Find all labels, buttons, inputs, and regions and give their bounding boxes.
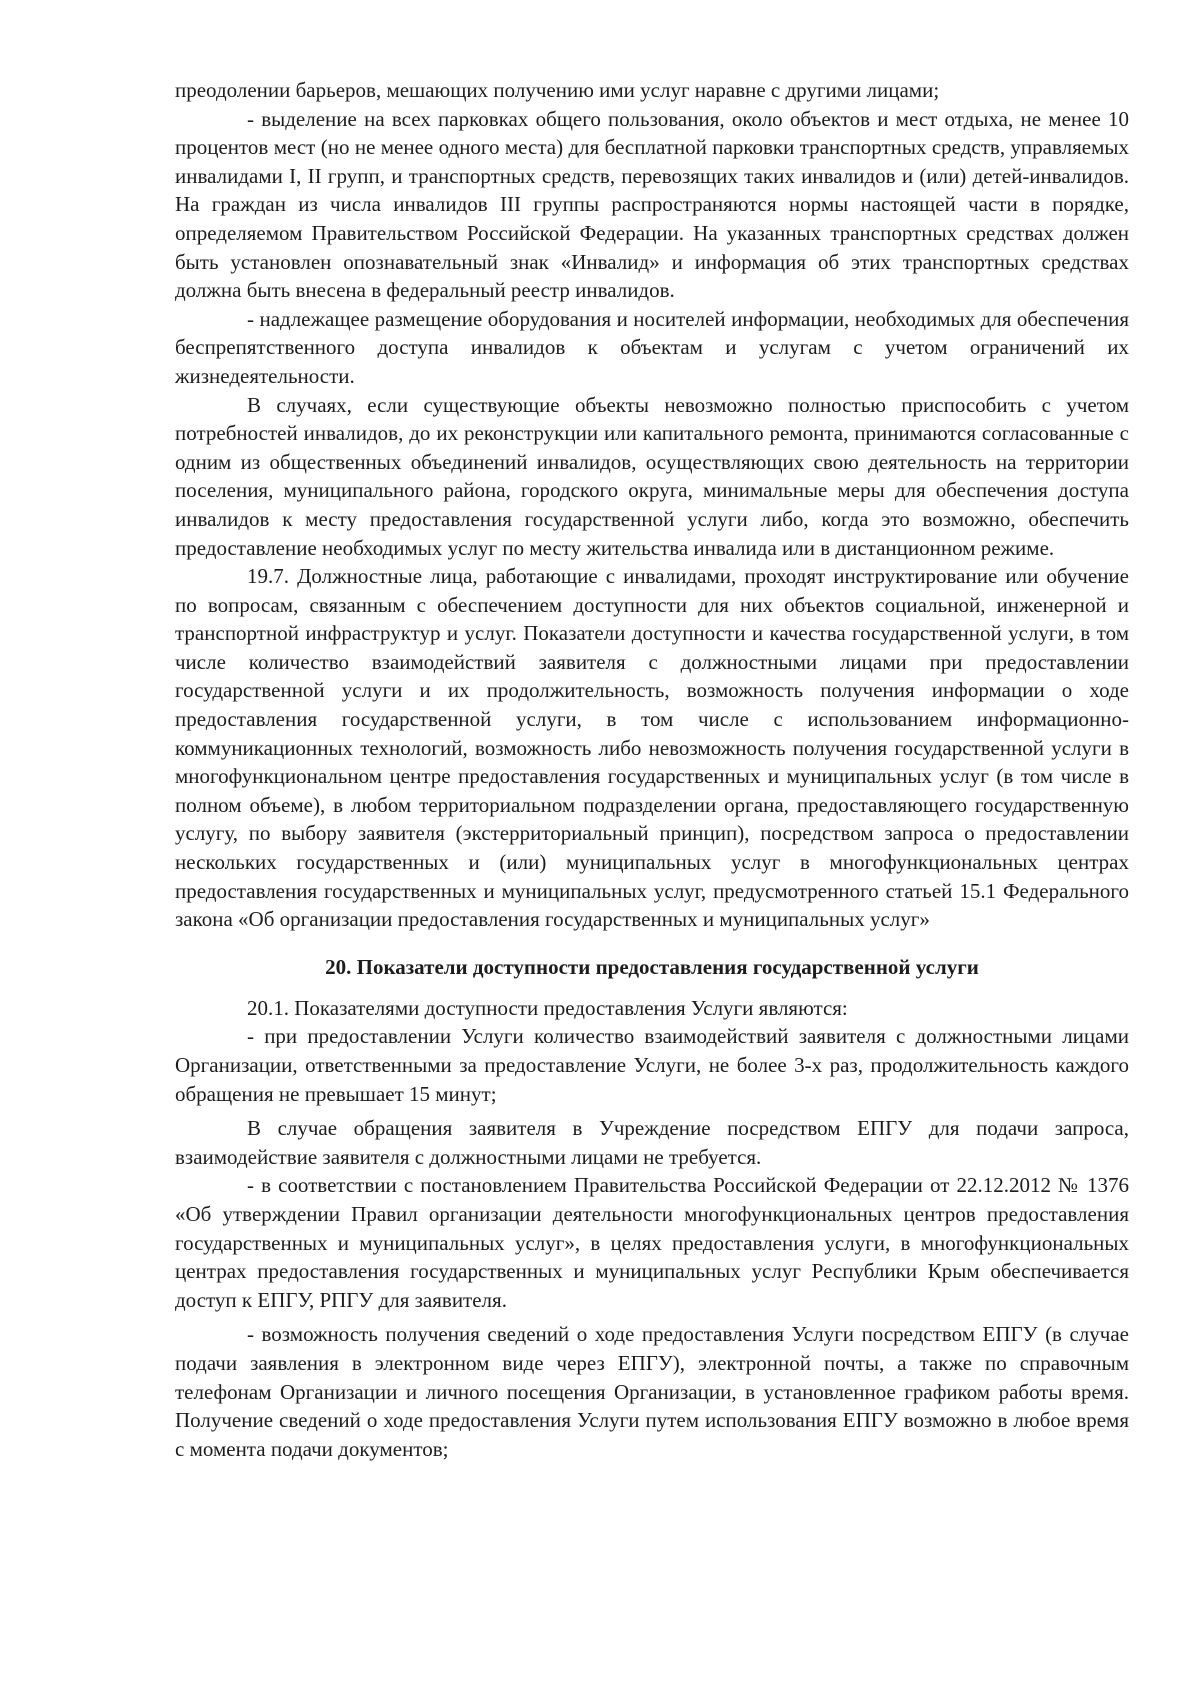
paragraph-government-decree: - в соответствии с постановлением Правительства Российской Федерации от 22.12.2012 № 1376 «Об утверждении Правил организации деятельности многофункциональных центров предоставления государственных и муниципальных услуг», в целях предоставления услуги, в многофункциональных центрах предоставления государственных и муниципальных услуг Республики Крым обеспечивается доступ к ЕПГУ, РПГУ для заявителя. — [175, 1173, 1129, 1312]
paragraph-epgu-request: В случае обращения заявителя в Учреждение посредством ЕПГУ для подачи запроса, взаимодействие заявителя с должностными лицами не требуется. — [175, 1116, 1129, 1169]
document-body — [175, 76, 1129, 1463]
paragraph-19-7: 19.7. Должностные лица, работающие с инвалидами, проходят инструктирование или обучение по вопросам, связанным с обеспечением доступности для них объектов социальной, инженерной и транспортной инфраструктур и услуг. Показатели доступности и качества государственной услуги, в том числе количество взаимодействий заявителя с должностными лицами при предоставлении государственной услуги и их продолжительность, возможность получения информации о ходе предоставления государственной услуги, в том числе с использованием информационно- коммуникационных технологий, возможность либо невозможность получения государственной услуги в многофункциональном центре предоставления государственных и муниципальных услуг (в том числе в полном объеме), в любом территориальном подразделении органа, предоставляющего государственную услугу, по выбору заявителя (экстерриториальный принцип), посредством запроса о предоставлении нескольких государственных и (или) муниципальных услуг в многофункциональных центрах предоставления государственных и муниципальных услуг, предусмотренного статьей 15.1 Федерального закона «Об организации предоставления государственных и муниципальных услуг» — [175, 564, 1129, 932]
paragraph-interactions-count: - при предоставлении Услуги количество взаимодействий заявителя с должностными лицами Организации, ответственными за предоставление Услуги, не более 3-х раз, продолжительность каждого обращения не превышает 15 минут; — [175, 1024, 1129, 1106]
section-heading-20: 20. Показатели доступности предоставления государственной услуги — [325, 954, 979, 979]
paragraph-parking: - выделение на всех парковках общего пользования, около объектов и мест отдыха, не менее 10 процентов мест (но не менее одного места) для бесплатной парковки транспортных средств, управляемых инвалидами I, II групп, и транспортных средств, перевозящих таких инвалидов и (или) детей-инвалидов. На граждан из числа инвалидов III группы распространяются нормы настоящей части в порядке, определяемом Правительством Российской Федерации. На указанных транспортных средствах должен быть установлен опознавательный знак «Инвалид» и информация об этих транспортных средствах должна быть внесена в федеральный реестр инвалидов. — [175, 106, 1129, 303]
paragraph-20-1: 20.1. Показателями доступности предоставления Услуги являются: — [247, 995, 848, 1020]
paragraph-status-information: - возможность получения сведений о ходе предоставления Услуги посредством ЕПГУ (в случае подачи заявления в электронном виде через ЕПГУ), электронной почты, а также по справочным телефонам Организации и личного посещения Организации, в установленное графиком работы время. Получение сведений о ходе предоставления Услуги путем использования ЕПГУ возможно в любое время с момента подачи документов; — [175, 1322, 1129, 1461]
paragraph-equipment-placement: - надлежащее размещение оборудования и носителей информации, необходимых для обеспечения беспрепятственного доступа инвалидов к объектам и услугам с учетом ограничений их жизнедеятельности. — [175, 306, 1129, 388]
paragraph-existing-objects: В случаях, если существующие объекты невозможно полностью приспособить с учетом потребностей инвалидов, до их реконструкции или капитального ремонта, принимаются согласованные с одним из общественных объединений инвалидов, осуществляющих свою деятельность на территории поселения, муниципального района, городского округа, минимальные меры для обеспечения доступа инвалидов к месту предоставления государственной услуги либо, когда это возможно, обеспечить предоставление необходимых услуг по месту жительства инвалида или в дистанционном режиме. — [175, 392, 1129, 560]
paragraph-barriers-continuation: преодолении барьеров, мешающих получению ими услуг наравне с другими лицами; — [175, 78, 940, 102]
